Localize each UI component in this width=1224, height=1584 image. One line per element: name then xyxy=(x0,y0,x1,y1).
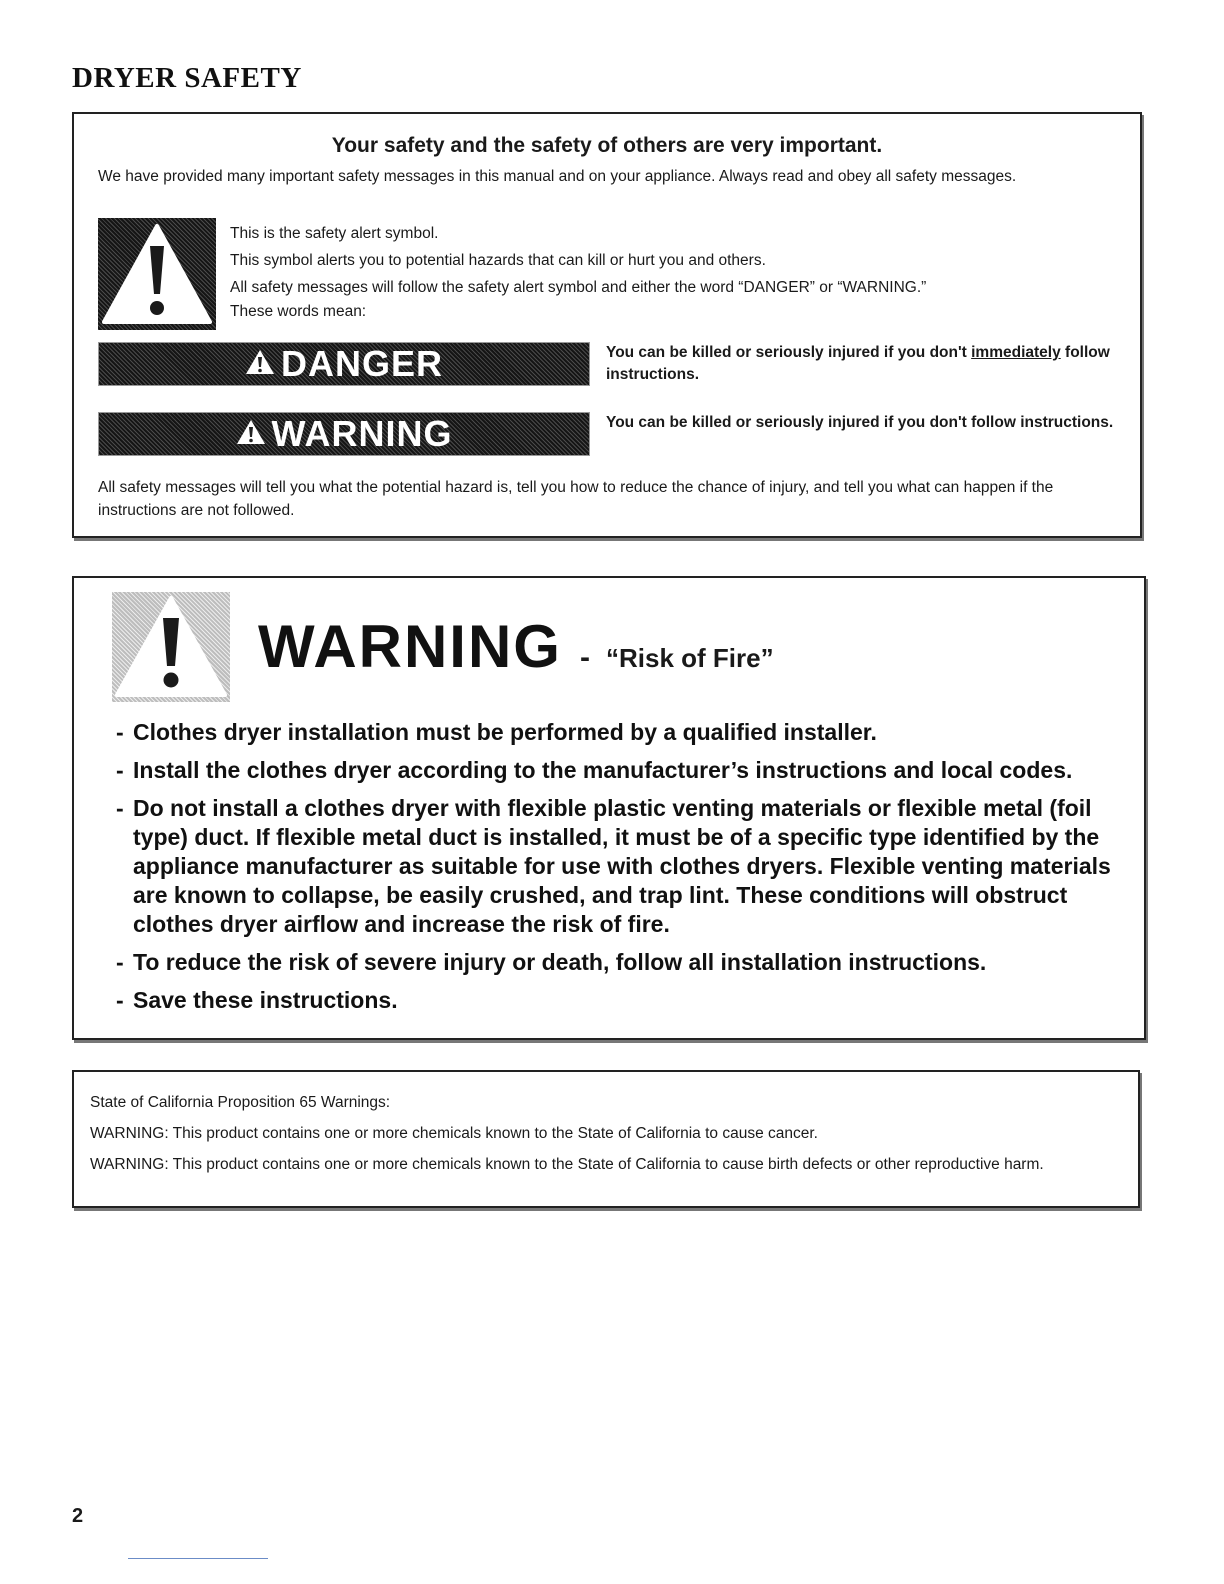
list-item: - Save these instructions. xyxy=(116,986,1126,1015)
list-item: - Clothes dryer installation must be performed by a qualified installer. xyxy=(116,718,1126,747)
fire-warning-dash: - xyxy=(579,641,590,674)
safety-headline: Your safety and the safety of others are very important. xyxy=(331,134,883,157)
section-title: DRYER SAFETY xyxy=(72,62,302,94)
page-number: 2 xyxy=(72,1505,84,1527)
bottom-rule xyxy=(128,1558,268,1559)
prop65-box xyxy=(72,1070,1140,1208)
warning-triangle-icon xyxy=(236,413,266,455)
symbol-line-3: All safety messages will follow the safety alert symbol and either the word “DANGER” or “WARNING.” xyxy=(230,279,927,296)
symbol-explanation xyxy=(230,224,1110,329)
prop65-heading: State of California Proposition 65 Warnings: xyxy=(90,1094,391,1111)
warning-description: You can be killed or seriously injured if you don't follow instructions. xyxy=(606,414,1114,431)
list-item: - Install the clothes dryer according to the manufacturer’s instructions and local codes. xyxy=(116,756,1126,785)
symbol-line-4: These words mean: xyxy=(230,303,367,320)
warning-signal-bar xyxy=(98,412,590,456)
fire-warning-title: WARNING xyxy=(258,613,562,680)
prop65-text xyxy=(90,1092,1100,1175)
danger-signal-bar xyxy=(98,342,590,386)
prop65-cancer-warning: WARNING: This product contains one or more chemicals known to the State of California to cause cancer. xyxy=(90,1125,818,1142)
safety-alert-symbol-icon xyxy=(98,218,216,330)
list-item: - Do not install a clothes dryer with flexible plastic venting materials or flexible metal (foil type) duct. If flexible metal duct is installed, it must be of a specific type identified by the appliance manufacturer as suitable for use with clothes dryers. Flexible venting materials are known to collapse, be easily crushed, and trap lint. These conditions will obstruct clothes dryer airflow and increase the risk of fire. xyxy=(116,794,1126,939)
danger-triangle-icon xyxy=(245,343,275,385)
prop65-birth-defects-warning: WARNING: This product contains one or more chemicals known to the State of California to cause birth defects or other reproductive harm. xyxy=(90,1156,1044,1173)
fire-warning-subtitle: “Risk of Fire” xyxy=(605,643,774,673)
safety-closing: All safety messages will tell you what the potential hazard is, tell you how to reduce the chance of injury, and tell you what can happen if the instructions are not followed. xyxy=(98,479,1054,519)
safety-info-box xyxy=(72,112,1142,538)
list-item: - To reduce the risk of severe injury or death, follow all installation instructions. xyxy=(116,948,1126,977)
danger-label: DANGER xyxy=(280,343,443,384)
symbol-line-2: This symbol alerts you to potential hazards that can kill or hurt you and others. xyxy=(230,252,766,269)
danger-desc-end: follow instructions. xyxy=(606,344,1110,383)
danger-description xyxy=(606,342,1136,386)
fire-warning-heading xyxy=(258,612,774,681)
warning-label: WARNING xyxy=(271,413,453,454)
safety-intro: We have provided many important safety messages in this manual and on your appliance. Always read and obey all safety messages. xyxy=(98,168,1017,185)
symbol-line-1: This is the safety alert symbol. xyxy=(230,225,439,242)
fire-warning-list xyxy=(116,718,1126,1024)
danger-desc-emphasis: immediately xyxy=(971,344,1061,361)
fire-warning-alert-icon xyxy=(112,592,230,702)
danger-desc-start: You can be killed or seriously injured if you don't xyxy=(606,344,972,361)
fire-warning-box xyxy=(72,576,1146,1040)
